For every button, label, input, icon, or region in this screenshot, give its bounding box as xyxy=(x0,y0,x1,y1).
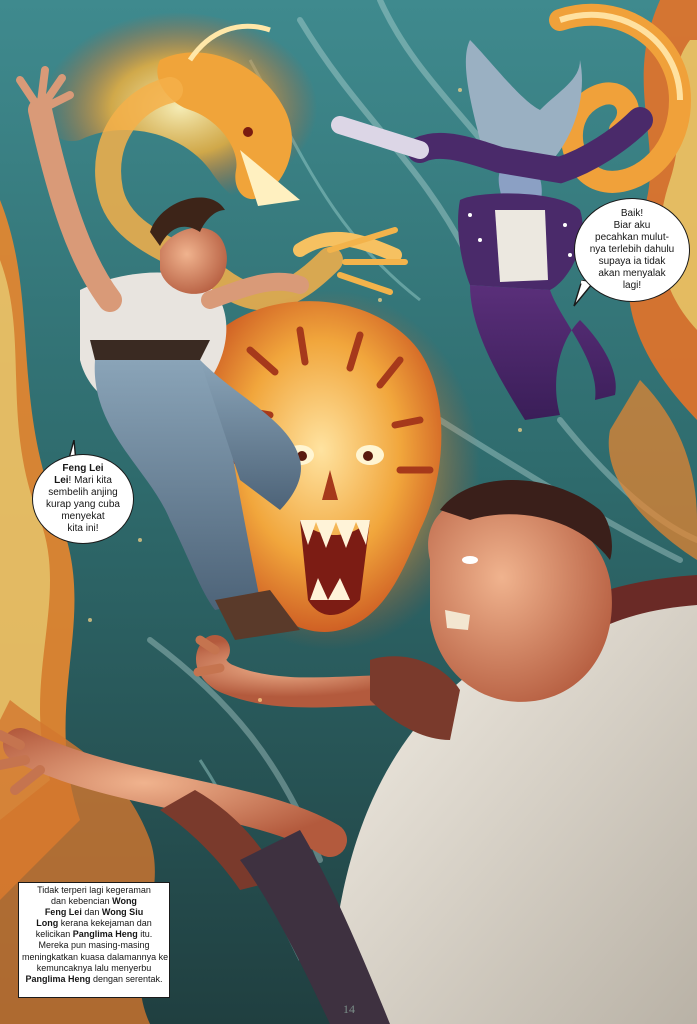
speech-bubble-sorcerer xyxy=(574,198,690,302)
speaker-name-feng: Feng Lei xyxy=(62,463,104,474)
speech-bubble-sorcerer-text: Baik! Biar aku pecahkan mulut- nya terlebih dahulu supaya ia tidak akan menyalak lagi! xyxy=(589,208,675,291)
page-number: 14 xyxy=(343,1002,355,1016)
speech-bubble-fighter-text: Feng Lei Lei! Mari kita sembelih anjing kurap yang cuba menyekat kita ini! xyxy=(46,463,120,534)
speaker-name-lei: Lei xyxy=(54,475,69,486)
narration-caption: Tidak terperi lagi kegeraman dan kebencian Wong Feng Lei dan Wong Siu Long kerana kekejaman dan kelicikan Panglima Heng itu. Mereka pun masing-masing meningkatkan kuasa dalamannya ke kemuncaknya lalu menyerbu Panglima Heng dengan serentak. xyxy=(18,882,170,998)
speech-bubble-fighter xyxy=(32,454,134,544)
